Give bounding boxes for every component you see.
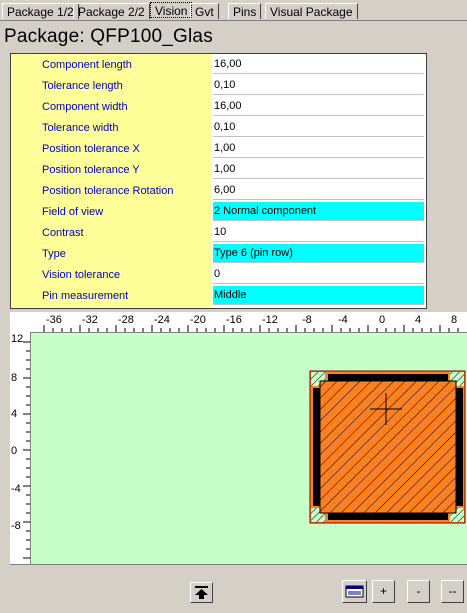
property-row (11, 76, 426, 97)
property-grid (10, 53, 427, 309)
position-tolerance-x-field[interactable]: 1,00 (213, 139, 424, 158)
property-row (11, 244, 426, 265)
property-row (11, 202, 426, 223)
upload-button[interactable] (190, 582, 213, 603)
property-row (11, 139, 426, 160)
package-drawing (10, 312, 467, 564)
field-of-view-select[interactable]: 2 Normal component (213, 202, 424, 221)
property-label: Position tolerance Rotation (42, 185, 174, 197)
tab-pins[interactable]: Pins (228, 3, 261, 19)
property-label: Tolerance length (42, 80, 123, 92)
vision-tolerance-field[interactable]: 0 (213, 265, 424, 284)
window-view-icon (343, 581, 366, 602)
property-row (11, 223, 426, 244)
property-row (11, 160, 426, 181)
contrast-field[interactable]: 10 (213, 223, 424, 242)
view-button[interactable] (342, 580, 367, 603)
component-length-field[interactable]: 16,00 (213, 55, 424, 74)
ruler-tick-label: -4 (338, 314, 348, 326)
tab-strip (0, 0, 467, 21)
property-label: Component width (42, 101, 128, 113)
horizontal-ruler (10, 312, 467, 333)
ruler-tick-label: -24 (154, 314, 170, 326)
property-label: Component length (42, 59, 132, 71)
ruler-tick-label: -8 (302, 314, 312, 326)
zoom-reset-button[interactable]: -- (441, 580, 464, 603)
ruler-tick-label: -4 (11, 483, 21, 495)
page-title: Package: QFP100_Glas (4, 26, 213, 47)
property-label: Position tolerance Y (42, 164, 140, 176)
horizontal-scrollbar[interactable] (10, 564, 467, 571)
tab-package-2-2[interactable]: Package 2/2 (73, 3, 150, 19)
tab-gvt[interactable]: Gvt (190, 3, 219, 19)
ruler-tick-label: -8 (11, 520, 21, 532)
upload-arrow-icon (191, 583, 212, 602)
ruler-tick-label: 4 (415, 314, 422, 326)
ruler-tick-label: 0 (379, 314, 386, 326)
package-preview-canvas[interactable] (10, 312, 467, 564)
property-row (11, 55, 426, 76)
tab-package-1-2[interactable]: Package 1/2 (2, 3, 79, 19)
component-width-field[interactable]: 16,00 (213, 97, 424, 116)
component-body (320, 381, 456, 513)
tab-vision[interactable]: Vision (150, 2, 192, 18)
ruler-tick-label: 12 (11, 333, 24, 345)
ruler-tick-label: 8 (11, 372, 18, 384)
property-row (11, 97, 426, 118)
property-label: Position tolerance X (42, 143, 140, 155)
tab-visual-package[interactable]: Visual Package (265, 3, 358, 19)
property-label: Contrast (42, 227, 84, 239)
ruler-tick-label: 4 (11, 408, 18, 420)
vertical-ruler (10, 332, 31, 564)
ruler-tick-label: -28 (118, 314, 134, 326)
ruler-tick-label: -32 (82, 314, 98, 326)
property-label: Vision tolerance (42, 269, 121, 281)
property-row (11, 181, 426, 202)
position-tolerance-y-field[interactable]: 1,00 (213, 160, 424, 179)
ruler-tick-label: -36 (46, 314, 62, 326)
property-label: Tolerance width (42, 122, 119, 134)
property-row (11, 265, 426, 286)
property-label: Pin measurement (42, 290, 129, 302)
ruler-tick-label: -12 (262, 314, 278, 326)
property-label: Field of view (42, 206, 104, 218)
zoom-in-button[interactable]: + (372, 580, 395, 603)
ruler-tick-label: -16 (226, 314, 242, 326)
type-select[interactable]: Type 6 (pin row) (213, 244, 424, 263)
ruler-tick-label: -20 (190, 314, 206, 326)
position-tolerance-rotation-field[interactable]: 6,00 (213, 181, 424, 200)
tolerance-width-field[interactable]: 0,10 (213, 118, 424, 137)
ruler-tick-label: 0 (11, 445, 18, 457)
zoom-out-button[interactable]: - (407, 580, 430, 603)
ruler-tick-label: 8 (451, 314, 458, 326)
tolerance-length-field[interactable]: 0,10 (213, 76, 424, 95)
property-label: Type (42, 248, 66, 260)
pin-measurement-select[interactable]: Middle (213, 286, 424, 305)
property-row (11, 118, 426, 139)
property-row (11, 286, 426, 307)
